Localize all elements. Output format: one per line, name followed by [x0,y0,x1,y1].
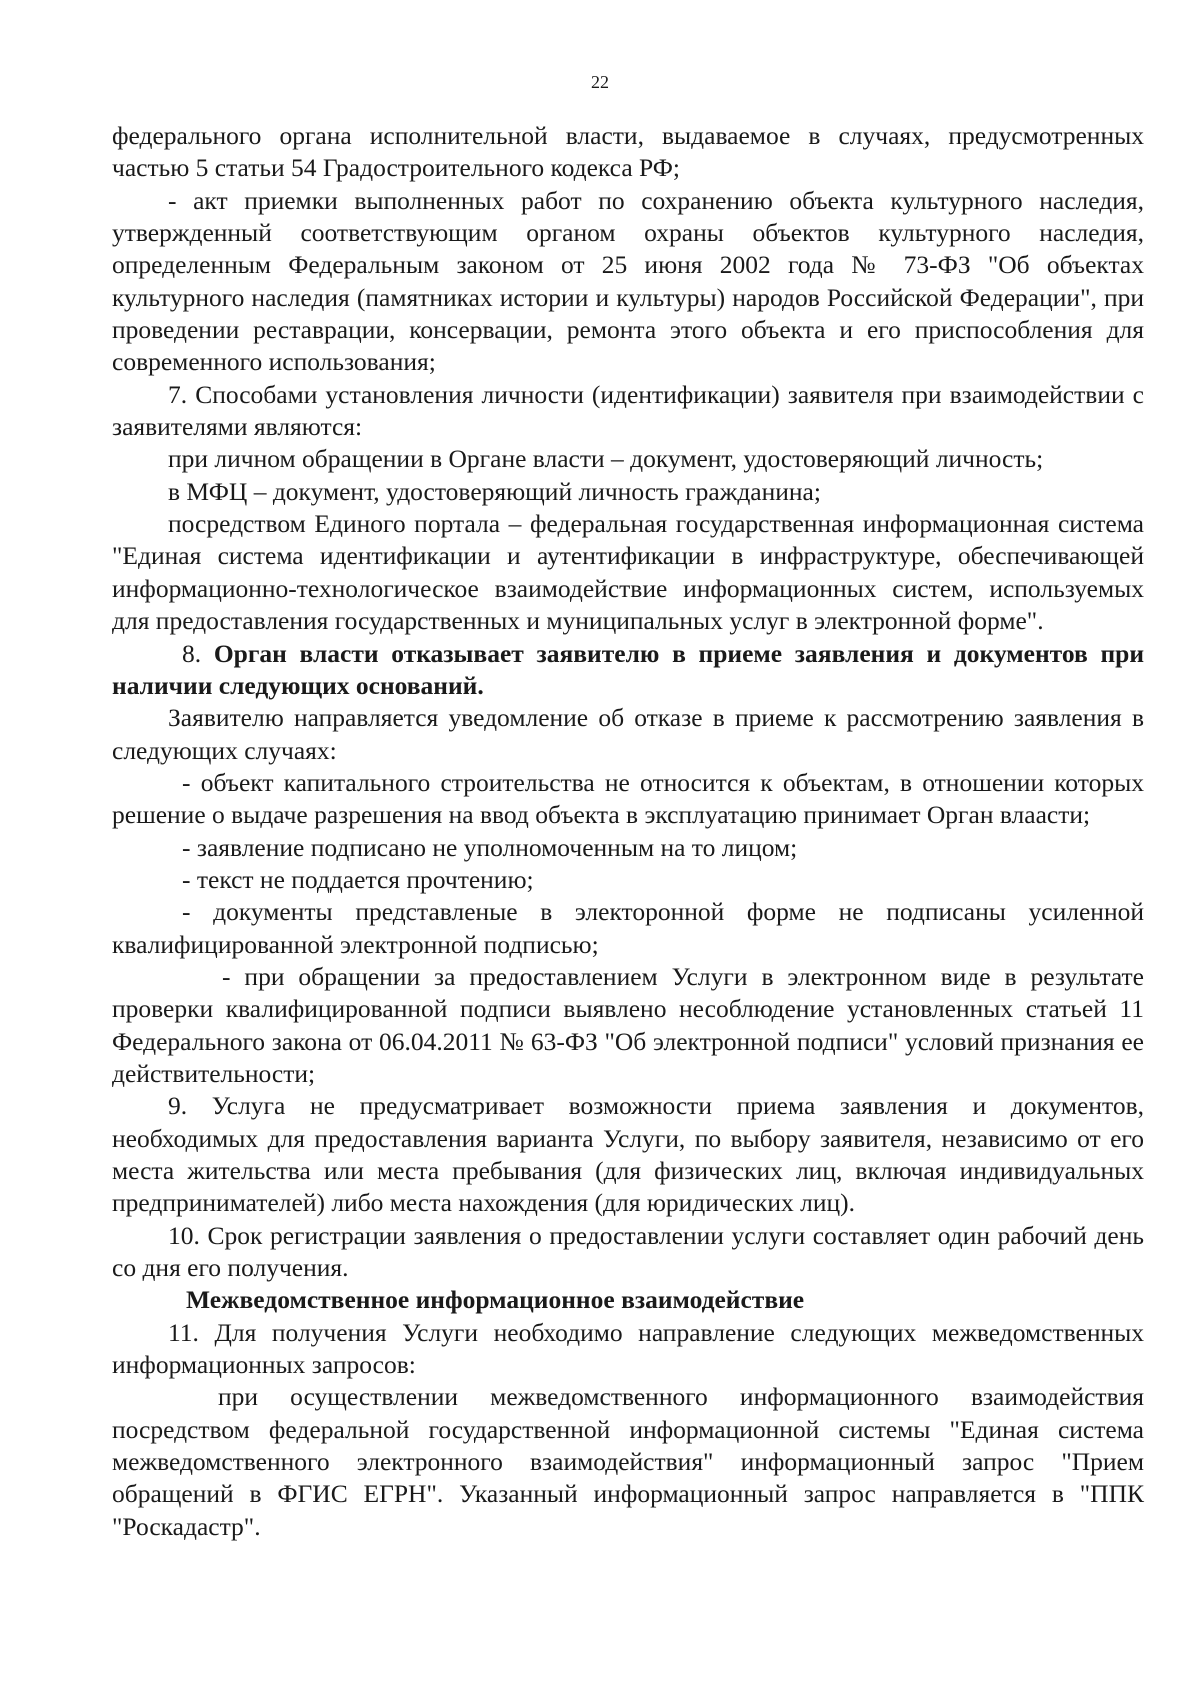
paragraph: - заявление подписано не уполномоченным на то лицом; [182,832,798,862]
paragraph: - документы представленые в электоронной форме не подписаны усиленной квалифицированной электронной подписью; [112,897,1144,959]
paragraph: Заявителю направляется уведомление об отказе в приеме к рассмотрению заявления в следующих случаях: [112,703,1144,765]
paragraph: 9. Услуга не предусматривает возможности приема заявления и документов, необходимых для предоставления варианта Услуги, по выбору заявителя, независимо от его места жительства или места пребывания (для физических лиц, включая индивидуальных предпринимателей) либо места нахождения (для юридических лиц). [112,1091,1144,1218]
paragraph: в МФЦ – документ, удостоверяющий личность гражданина; [168,476,821,506]
item-8-number: 8. [182,638,202,668]
item-8-bold-text: Орган власти отказывает заявителю в приеме заявления и документов при наличии следующих оснований. [112,638,1145,700]
item-8-paragraph [112,638,1144,703]
paragraph: - текст не поддается прочтению; [182,864,534,894]
section-heading: Межведомственное информационное взаимодействие [186,1285,805,1315]
page-number: 22 [591,72,609,92]
paragraph: 7. Способами установления личности (идентификации) заявителя при взаимодействии с заявителями являются: [112,379,1144,442]
paragraph: посредством Единого портала – федеральная государственная информационная система "Единая система идентификации и аутентификации в инфраструктуре, обеспечивающей информационно-технологическое взаимодействие информационных систем, используемых для предоставления государственных и муниципальных услуг в электронной форме". [112,509,1144,636]
paragraph: федерального органа исполнительной власти, выдаваемое в случаях, предусмотренных частью 5 статьи 54 Градостроительного кодекса РФ; [112,121,1144,183]
paragraph: 11. Для получения Услуги необходимо направление следующих межведомственных информационных запросов: [112,1317,1144,1380]
paragraph: при личном обращении в Органе власти – документ, удостоверяющий личность; [168,444,1044,474]
paragraph: - акт приемки выполненных работ по сохранению объекта культурного наследия, утвержденный соответствующим органом охраны объектов культурного наследия, определенным Федеральным законом от 25 июня 2002 года № 73-ФЗ "Об объектах культурного наследия (памятниках истории и культуры) народов Российской Федерации", при проведении реставрации, консервации, ремонта этого объекта и его приспособления для современного использования; [112,185,1144,377]
document-body [112,120,1144,1543]
paragraph: при осуществлении межведомственного информационного взаимодействия посредством федеральной государственной информационной системы "Единая система межведомственного электронного взаимодействия" информационный запрос "Прием обращений в ФГИС ЕГРН". Указанный информационный запрос направляется в "ППК "Роскадастр". [112,1382,1144,1541]
paragraph: - объект капитального строительства не относится к объектам, в отношении которых решение о выдаче разрешения на ввод объекта в эксплуатацию принимает Орган влаасти; [112,767,1144,830]
paragraph: 10. Срок регистрации заявления о предоставлении услуги составляет один рабочий день со дня его получения. [112,1220,1144,1283]
paragraph: - при обращении за предоставлением Услуги в электронном виде в результате проверки квалифицированной подписи выявлено несоблюдение установленных статьей 11 Федерального закона от 06.04.2011 № 63-ФЗ "Об электронной подписи" условий признания ее действительности; [112,961,1144,1088]
